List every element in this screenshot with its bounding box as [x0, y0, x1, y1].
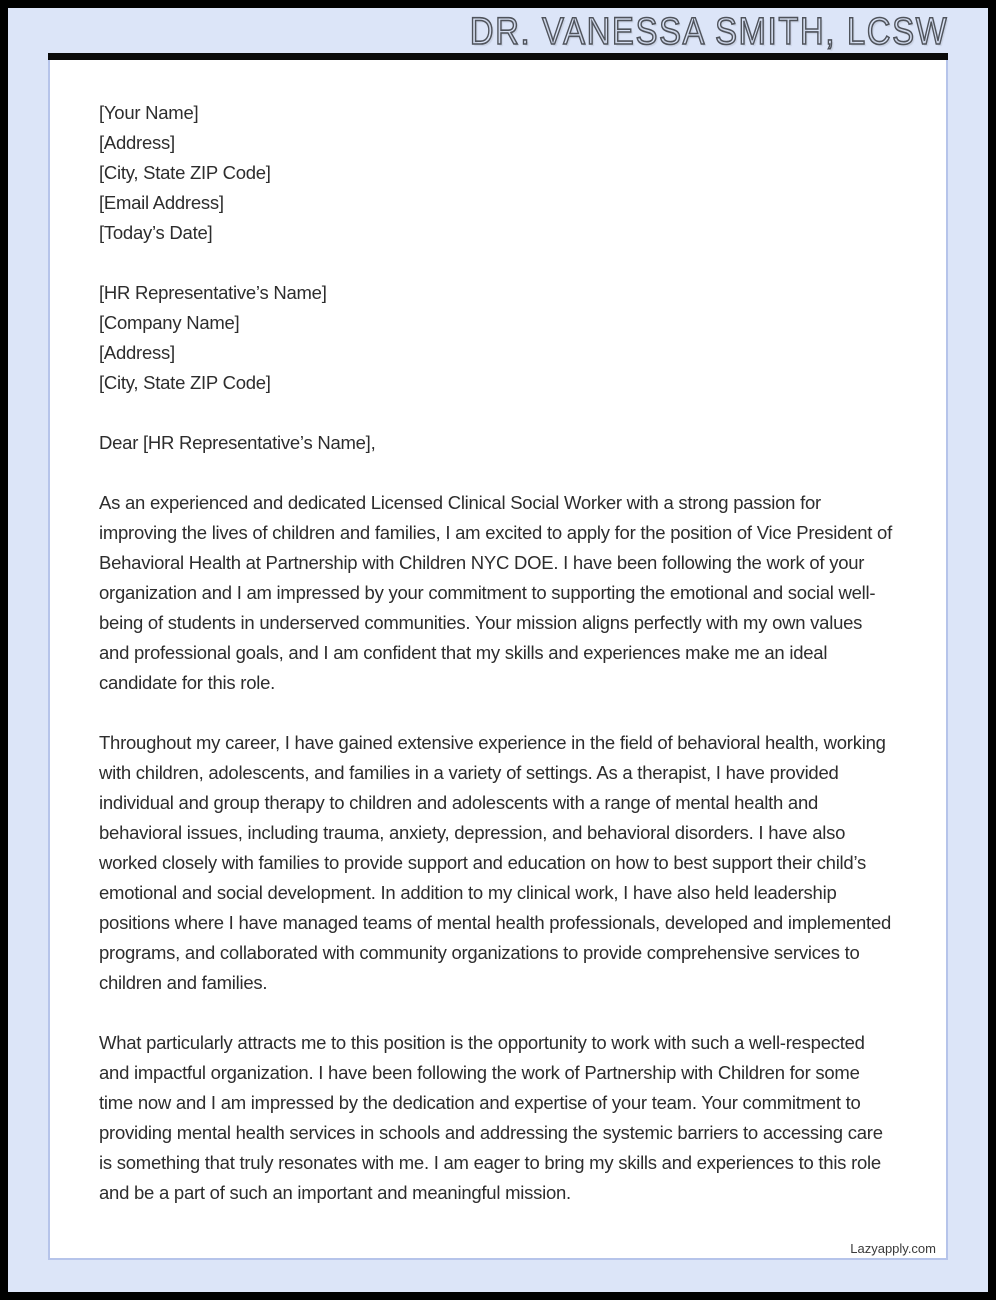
sender-address-block — [99, 98, 897, 248]
paragraph-motivation: What particularly attracts me to this position is the opportunity to work with such a well-respected and impactful organization. I have been following the work of Partnership with Children for some time now and I am impressed by the dedication and expertise of your team. Your commitment to providing mental health services in schools and addressing the systemic barriers to accessing care is something that truly resonates with me. I am eager to bring my skills and experiences to this role and be a part of such an important and meaningful mission. — [99, 1032, 883, 1203]
letterhead-divider-rule — [48, 53, 948, 60]
watermark-lazyapply: Lazyapply.com — [844, 1241, 936, 1257]
recipient-name-line: [HR Representative’s Name] — [99, 282, 327, 303]
recipient-company-line: [Company Name] — [99, 312, 240, 333]
sender-email-line: [Email Address] — [99, 192, 224, 213]
salutation — [99, 428, 897, 458]
salutation-line: Dear [HR Representative’s Name], — [99, 432, 376, 453]
sender-date-line: [Today’s Date] — [99, 222, 213, 243]
sender-name-line: [Your Name] — [99, 102, 199, 123]
letterhead — [8, 8, 988, 53]
paragraph-introduction: As an experienced and dedicated Licensed Clinical Social Worker with a strong passion for improving the lives of children and families, I am excited to apply for the position of Vice President of Behavioral Health at Partnership with Children NYC DOE. I have been following the work of your organization and I am impressed by your commitment to supporting the emotional and social well-being of students in underserved communities. Your mission aligns perfectly with my own values and professional goals, and I am confident that my skills and experiences make me an ideal candidate for this role. — [99, 492, 892, 693]
sender-address-line: [Address] — [99, 132, 175, 153]
recipient-address-block — [99, 278, 897, 398]
paragraph-experience: Throughout my career, I have gained extensive experience in the field of behavioral health, working with children, adolescents, and families in a variety of settings. As a therapist, I have provided individual and group therapy to children and adolescents with a range of mental health and behavioral issues, including trauma, anxiety, depression, and behavioral disorders. I have also worked closely with families to provide support and education on how to best support their child’s emotional and social development. In addition to my clinical work, I have also held leadership positions where I have managed teams of mental health professionals, developed and implemented programs, and collaborated with community organizations to provide comprehensive services to children and families. — [99, 732, 892, 993]
recipient-address-line: [Address] — [99, 342, 175, 363]
letter-body — [99, 98, 897, 1208]
recipient-city-line: [City, State ZIP Code] — [99, 372, 271, 393]
letter-page — [48, 60, 948, 1260]
sender-city-line: [City, State ZIP Code] — [99, 162, 271, 183]
letterhead-name: DR. VANESSA SMITH, LCSW — [469, 11, 948, 53]
